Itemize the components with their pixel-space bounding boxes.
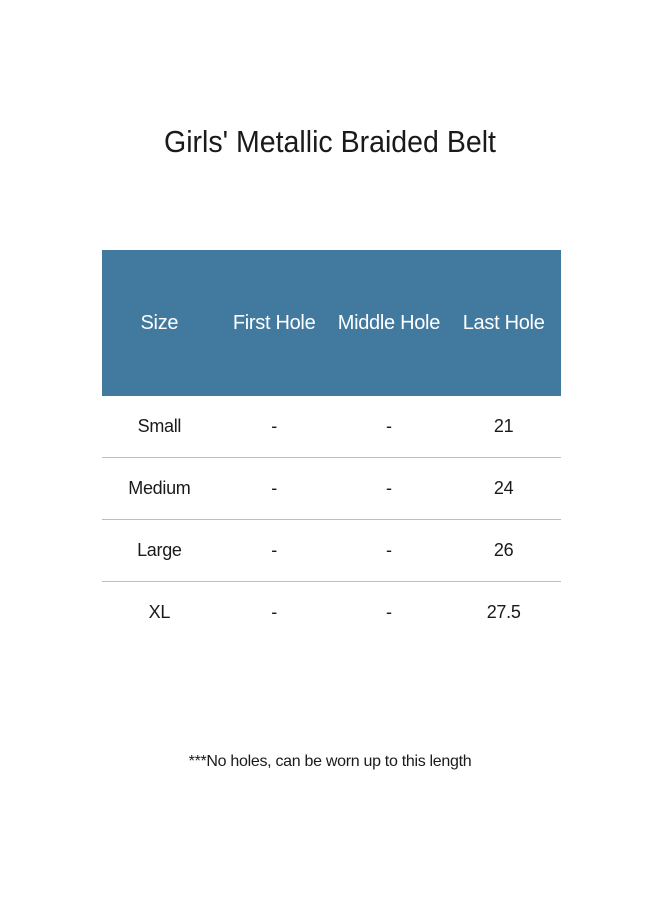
cell-first-hole: -: [217, 520, 332, 582]
cell-last-hole: 24: [446, 458, 561, 520]
table-row: [102, 458, 561, 520]
cell-middle-hole: -: [386, 602, 392, 622]
cell-first-hole: -: [217, 458, 332, 520]
cell-middle-hole: -: [332, 458, 447, 520]
header-size: Size: [102, 250, 217, 396]
size-table: [102, 250, 561, 643]
header-row: [102, 250, 561, 396]
cell-size: Medium: [102, 458, 217, 520]
table-header: [102, 250, 561, 396]
cell-size: Large: [102, 520, 217, 582]
cell-size: XL: [148, 602, 171, 622]
cell-last-hole: 27.5: [486, 602, 521, 622]
cell-first-hole: -: [217, 396, 332, 458]
header-middle-hole: Middle Hole: [332, 250, 447, 396]
cell-first-hole: -: [271, 602, 277, 622]
cell-last-hole: 21: [446, 396, 561, 458]
footnote: ***No holes, can be worn up to this length: [188, 753, 472, 770]
header-first-hole: First Hole: [217, 250, 332, 396]
table-row: [102, 582, 561, 644]
table-row: [102, 396, 561, 458]
table-body: [102, 396, 561, 643]
cell-middle-hole: -: [332, 520, 447, 582]
cell-last-hole: 26: [446, 520, 561, 582]
header-last-hole: Last Hole: [446, 250, 561, 396]
cell-size: Small: [102, 396, 217, 458]
cell-middle-hole: -: [332, 396, 447, 458]
table-row: [102, 520, 561, 582]
page-title: Girls' Metallic Braided Belt: [164, 124, 496, 159]
